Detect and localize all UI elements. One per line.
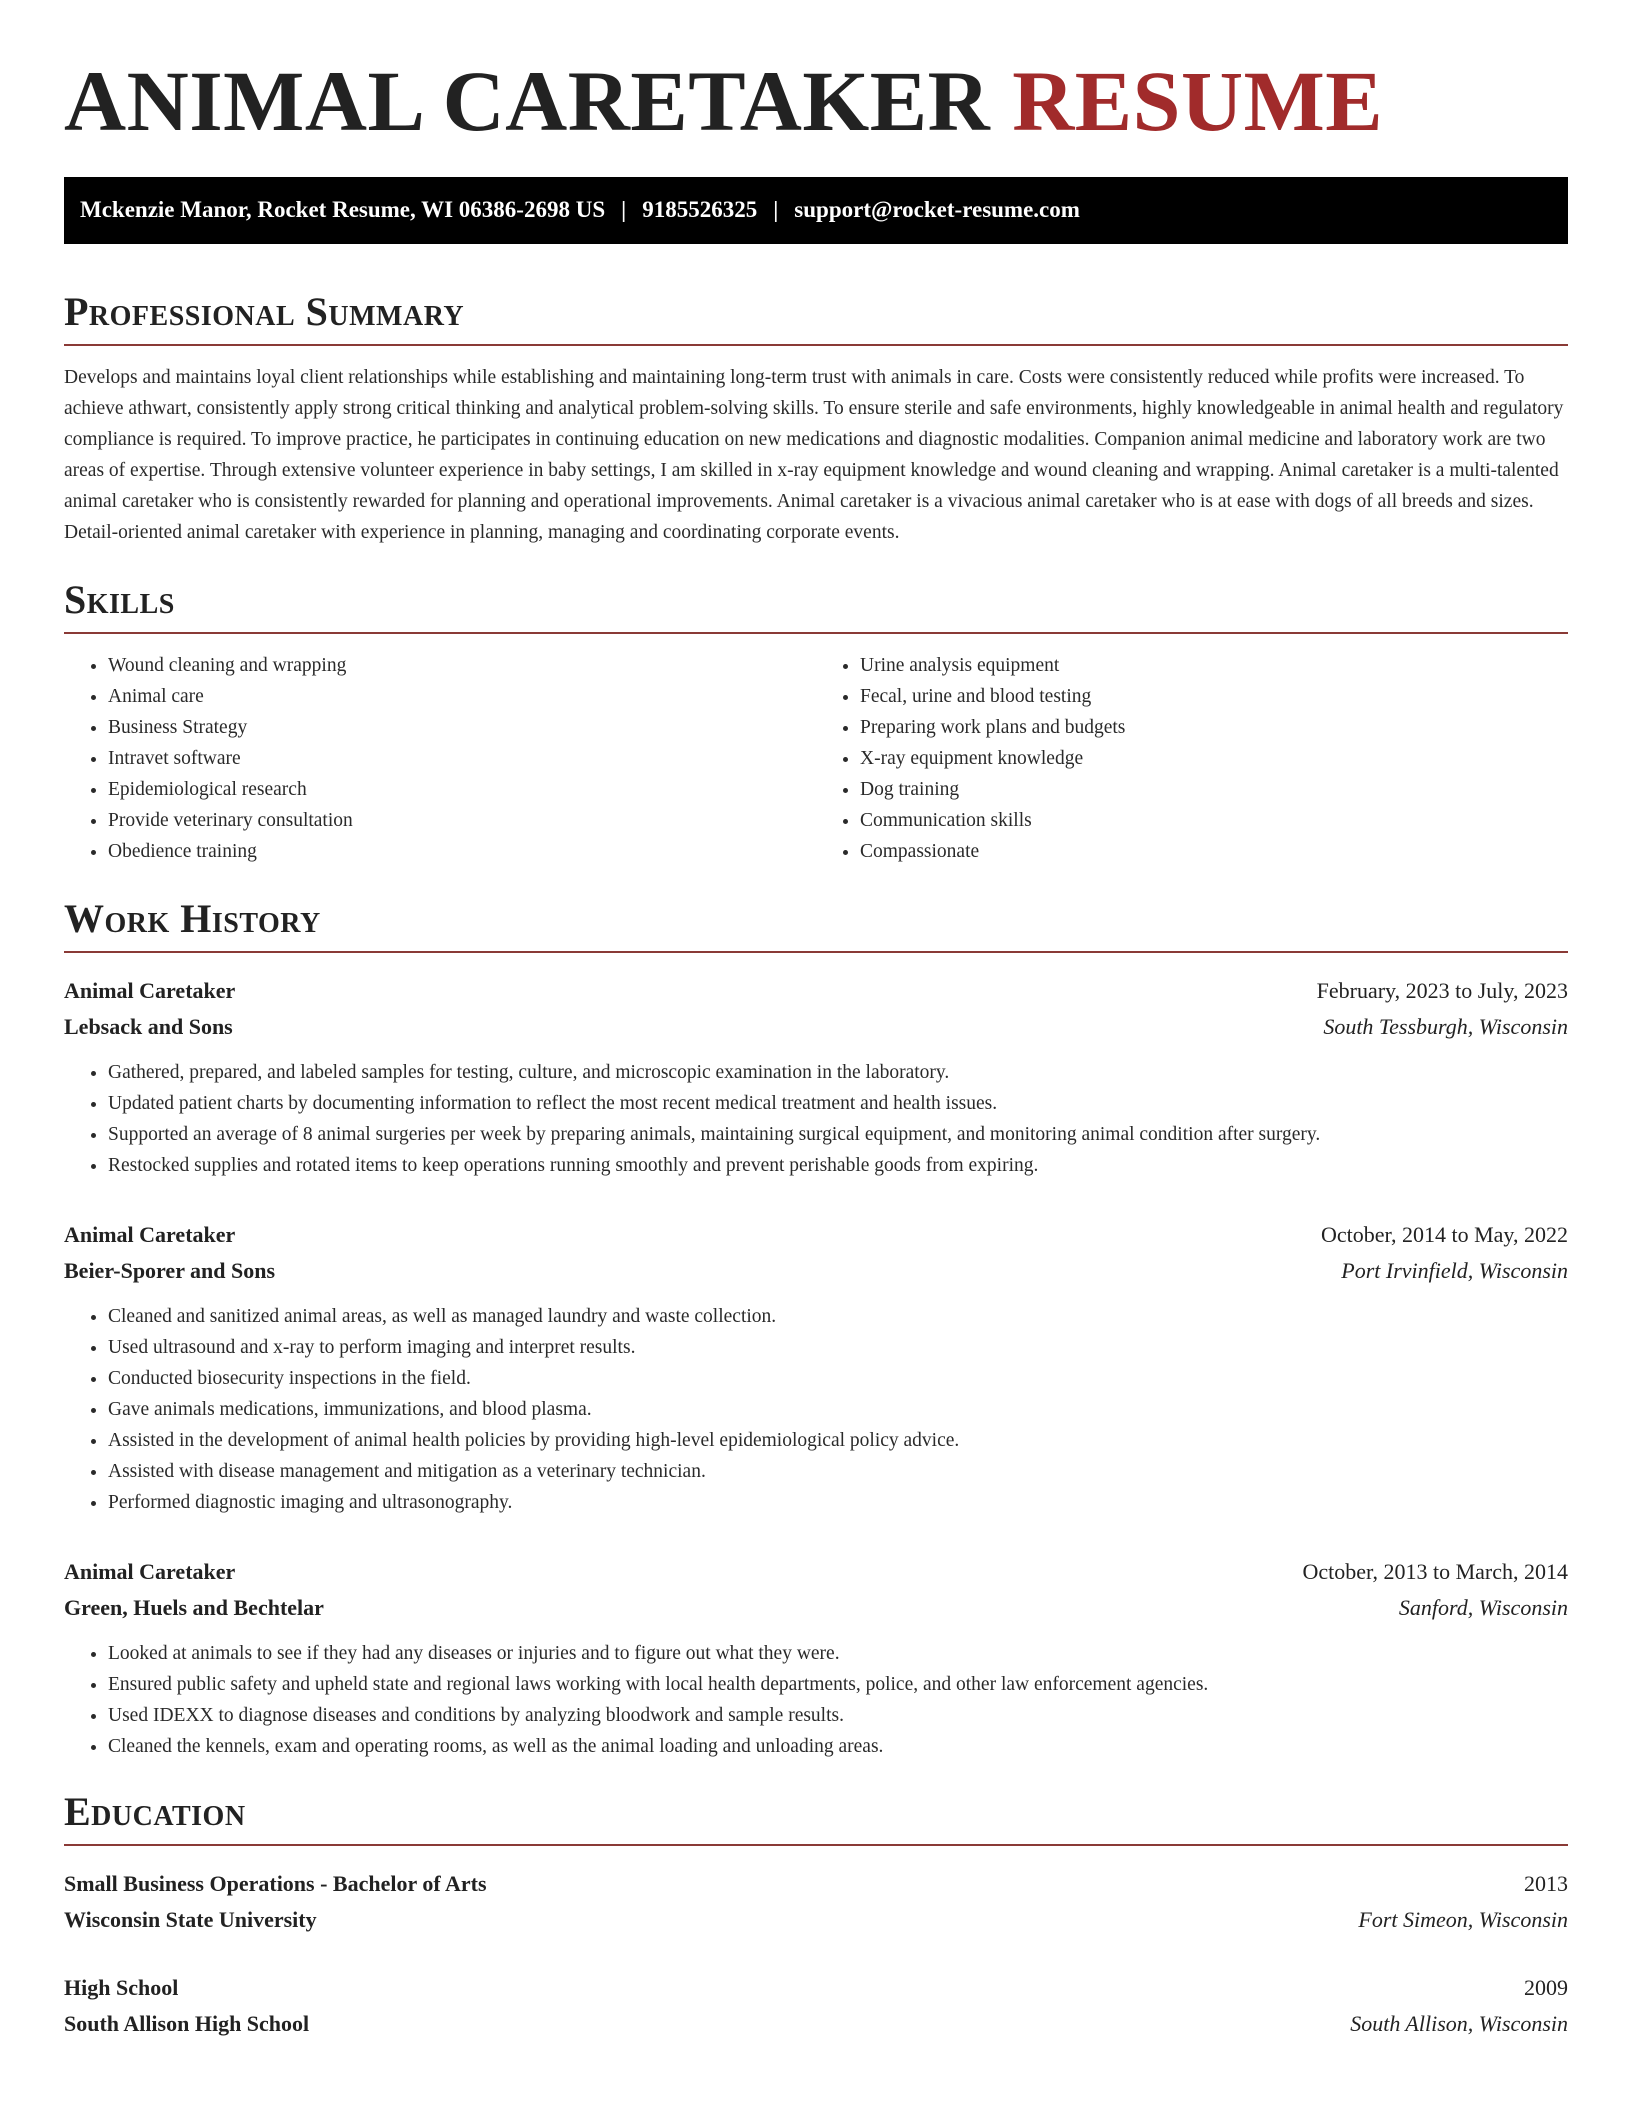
skills-grid <box>64 650 1568 867</box>
job-company-row <box>64 1253 1568 1289</box>
education-school-row <box>64 1902 1568 1938</box>
education-entry <box>64 1970 1568 2042</box>
skill-item: • Communication skills <box>860 805 1568 836</box>
skill-item: • Urine analysis equipment <box>860 650 1568 681</box>
skills-list-left <box>64 650 816 867</box>
job-header-row <box>64 1554 1568 1590</box>
title-main: ANIMAL CARETAKER <box>64 53 991 149</box>
education-degree: Small Business Operations - Bachelor of Arts <box>64 1870 487 1896</box>
job-company-row <box>64 1009 1568 1045</box>
education-year: 2009 <box>1524 1974 1568 2000</box>
education-school: South Allison High School <box>64 2010 310 2036</box>
education-degree: High School <box>64 1974 179 2000</box>
summary-text: Develops and maintains loyal client relationships while establishing and maintaining long-term trust with animals in care. Costs were consistently reduced while profits were increased. To achieve athwart, consistently apply strong critical thinking and analytical problem-solving skills. To ensure sterile and safe environments, highly knowledgeable in animal health and regulatory compliance is required. To improve practice, he participates in continuing education on new medications and diagnostic modalities. Companion animal medicine and laboratory work are two areas of expertise. Through extensive volunteer experience in baby settings, I am skilled in x-ray equipment knowledge and wound cleaning and wrapping. Animal caretaker is a multi-talented animal caretaker who is consistently rewarded for planning and operational improvements. Animal caretaker is a vivacious animal caretaker who is at ease with dogs of all breeds and sizes. Detail-oriented animal caretaker with experience in planning, managing and coordinating corporate events. <box>64 366 1564 543</box>
job-dates: February, 2023 to July, 2023 <box>1316 977 1568 1003</box>
job-bullet: • Supported an average of 8 animal surgeries per week by preparing animals, maintaining surgical equipment, and monitoring animal condition after surgery. <box>108 1119 1568 1150</box>
job-bullet: • Cleaned the kennels, exam and operating rooms, as well as the animal loading and unloading areas. <box>108 1731 1568 1762</box>
contact-bar <box>64 177 1568 244</box>
job-title: Animal Caretaker <box>64 1221 236 1247</box>
job-bullets <box>64 1057 1568 1181</box>
job-bullet: • Conducted biosecurity inspections in the field. <box>108 1363 1568 1394</box>
skill-item: • Business Strategy <box>108 712 816 743</box>
job-bullet: • Used ultrasound and x-ray to perform imaging and interpret results. <box>108 1332 1568 1363</box>
job-entry <box>64 973 1568 1181</box>
contact-separator: | <box>621 197 627 223</box>
job-entry <box>64 1217 1568 1518</box>
skill-item: • Animal care <box>108 681 816 712</box>
job-location: Port Irvinfield, Wisconsin <box>1341 1257 1568 1283</box>
job-header-row <box>64 973 1568 1009</box>
job-bullets <box>64 1638 1568 1762</box>
job-header-row <box>64 1217 1568 1253</box>
contact-address: Mckenzie Manor, Rocket Resume, WI 06386-2698 US <box>80 197 606 223</box>
skill-item: • Epidemiological research <box>108 774 816 805</box>
education-entry <box>64 1866 1568 1938</box>
summary-heading: Professional Summary <box>64 290 1568 346</box>
contact-phone: 9185526325 <box>642 197 758 223</box>
education-heading: Education <box>64 1790 1568 1846</box>
job-bullet: • Looked at animals to see if they had any diseases or injuries and to figure out what they were. <box>108 1638 1568 1669</box>
job-title: Animal Caretaker <box>64 977 236 1003</box>
title-accent: RESUME <box>1012 53 1384 149</box>
job-location: Sanford, Wisconsin <box>1398 1594 1568 1620</box>
skill-item: • Dog training <box>860 774 1568 805</box>
skill-item: • Intravet software <box>108 743 816 774</box>
job-bullet: • Assisted with disease management and mitigation as a veterinary technician. <box>108 1456 1568 1487</box>
job-company: Lebsack and Sons <box>64 1013 233 1039</box>
education-year: 2013 <box>1524 1870 1568 1896</box>
contact-email: support@rocket-resume.com <box>794 197 1080 223</box>
resume-title <box>64 52 1568 151</box>
education-location: South Allison, Wisconsin <box>1350 2010 1568 2036</box>
skill-item: • Compassionate <box>860 836 1568 867</box>
skill-item: • Preparing work plans and budgets <box>860 712 1568 743</box>
job-bullet: • Performed diagnostic imaging and ultrasonography. <box>108 1487 1568 1518</box>
job-entry <box>64 1554 1568 1762</box>
education-location: Fort Simeon, Wisconsin <box>1358 1906 1568 1932</box>
skill-item: • Provide veterinary consultation <box>108 805 816 836</box>
job-location: South Tessburgh, Wisconsin <box>1323 1013 1568 1039</box>
job-title: Animal Caretaker <box>64 1558 236 1584</box>
job-dates: October, 2014 to May, 2022 <box>1321 1221 1568 1247</box>
job-bullet: • Restocked supplies and rotated items to keep operations running smoothly and prevent perishable goods from expiring. <box>108 1150 1568 1181</box>
job-bullet: • Gathered, prepared, and labeled samples for testing, culture, and microscopic examination in the laboratory. <box>108 1057 1568 1088</box>
skill-item: • X-ray equipment knowledge <box>860 743 1568 774</box>
job-company: Beier-Sporer and Sons <box>64 1257 276 1283</box>
education-school: Wisconsin State University <box>64 1906 317 1932</box>
education-header-row <box>64 1970 1568 2006</box>
work-history-heading: Work History <box>64 897 1568 953</box>
job-bullet: • Gave animals medications, immunizations, and blood plasma. <box>108 1394 1568 1425</box>
skill-item: • Fecal, urine and blood testing <box>860 681 1568 712</box>
job-bullet: • Updated patient charts by documenting information to reflect the most recent medical treatment and health issues. <box>108 1088 1568 1119</box>
skill-item: • Wound cleaning and wrapping <box>108 650 816 681</box>
education-header-row <box>64 1866 1568 1902</box>
job-dates: October, 2013 to March, 2014 <box>1302 1558 1568 1584</box>
education-school-row <box>64 2006 1568 2042</box>
job-bullet: • Ensured public safety and upheld state and regional laws working with local health departments, police, and other law enforcement agencies. <box>108 1669 1568 1700</box>
job-bullet: • Cleaned and sanitized animal areas, as well as managed laundry and waste collection. <box>108 1301 1568 1332</box>
job-bullet: • Used IDEXX to diagnose diseases and conditions by analyzing bloodwork and sample results. <box>108 1700 1568 1731</box>
contact-separator: | <box>773 197 779 223</box>
job-company: Green, Huels and Bechtelar <box>64 1594 324 1620</box>
job-bullets <box>64 1301 1568 1518</box>
skill-item: • Obedience training <box>108 836 816 867</box>
job-bullet: • Assisted in the development of animal health policies by providing high-level epidemiological policy advice. <box>108 1425 1568 1456</box>
skills-heading: Skills <box>64 578 1568 634</box>
skills-list-right <box>816 650 1568 867</box>
job-company-row <box>64 1590 1568 1626</box>
